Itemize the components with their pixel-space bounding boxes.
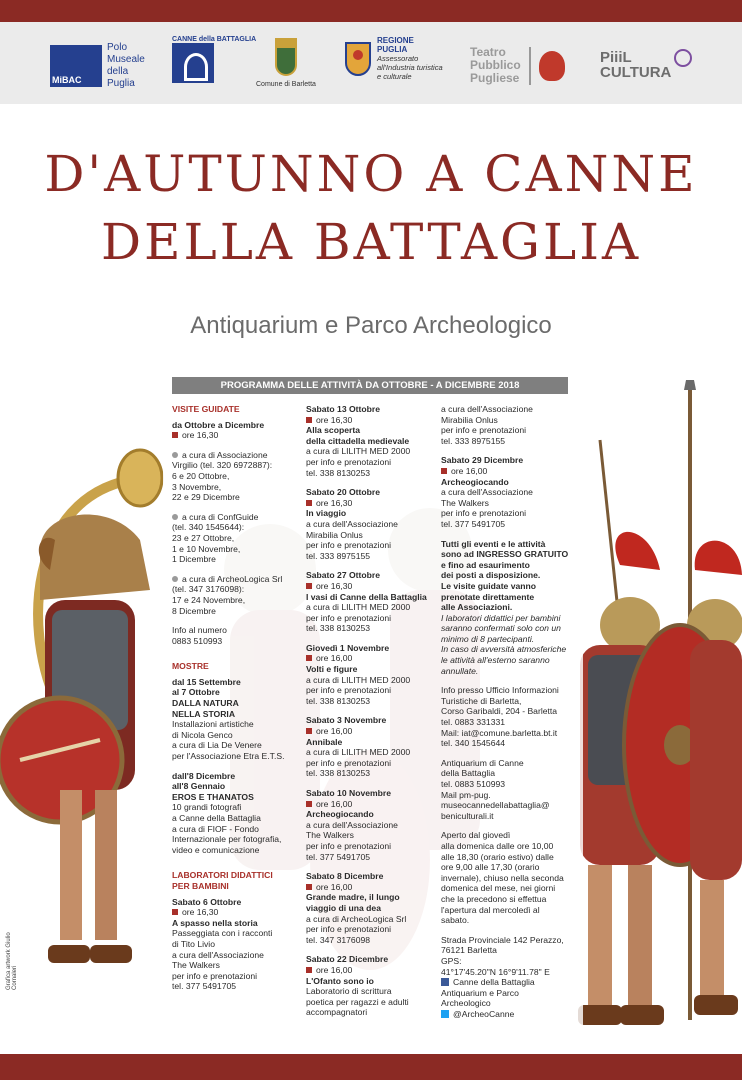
hours-line: ore 9,00 alle 17,30 (orario [441,862,540,873]
puglia-map-icon [674,49,692,67]
section-heading-visite: VISITE GUIDATE [172,404,240,414]
address-line: 76121 Barletta [441,945,497,956]
poster-title [0,140,742,276]
exhibit-text: a Canne della Battaglia [172,813,261,823]
event-time: ore 16,00 [306,653,440,664]
guide-line: 23 e 27 Ottobre, [172,532,235,543]
notice-line: dei posti a disposizione. [441,570,541,581]
poster-subtitle: Antiquarium e Parco Archeologico [190,312,552,339]
guide-line: 6 e 20 Ottobre, [172,470,230,481]
event-time: ore 16,30 [306,581,440,592]
mibac-line: Puglia [107,78,135,89]
facebook-link[interactable] [441,977,583,988]
exhibit-text: per l'Associazione Etra E.T.S. [172,751,285,762]
event-text: tel. 377 5491705 [441,518,506,529]
exhibit-text: di Nicola Genco [172,729,233,740]
notice-line: prenotate direttamente [441,591,535,602]
info-phone: tel. 0883 331331 [441,717,506,728]
title-line: D'AUTUNNO A CANNE [44,145,698,203]
info-line: Corso Garibaldi, 204 - Barletta [441,706,558,717]
event-text: poetica per ragazzi e adulti [306,996,409,1007]
title-line: DELLA BATTAGLIA [100,213,642,271]
regione-puglia-logo [345,36,443,81]
event-text: a cura di LILITH MED 2000 [306,446,411,457]
canne-mark-icon [172,43,214,83]
event-text: tel. 377 5491705 [172,981,237,992]
exhibit-text: a cura di FIOF - Fondo [172,823,259,834]
facebook-label: Archeologico [441,998,491,1009]
event-time: ore 16,30 [306,415,440,426]
event-text: per info e prenotazioni [306,456,392,467]
facebook-label: Antiquarium e Parco [441,987,519,998]
antiquarium-phone: tel. 0883 510993 [441,779,506,789]
address-line: Strada Provinciale 142 Perazzo, [441,934,564,945]
event-text: a cura dell'Associazione [306,518,398,529]
event-date: Sabato 13 Ottobre [306,404,381,414]
event-text: Laboratorio di scrittura [306,986,392,997]
event-title: Archeogiocando [306,809,374,820]
exhibit-date: dall'8 Dicembre [172,770,236,781]
piil-line: PiiiL [600,49,632,66]
event-date: Sabato 20 Ottobre [306,487,381,498]
event-time: ore 16,00 [306,882,440,893]
exhibit-title: DALLA NATURA [172,698,239,709]
info-phone: 0883 510993 [172,635,223,646]
event-text: per info e prenotazioni [306,840,392,851]
event-title: I vasi di Canne della Battaglia [306,591,427,602]
puglia-coat-of-arms-icon [345,42,371,76]
gps-coordinates: 41°17'45.20"N 16°9'11.78" E [441,966,550,977]
event-text: The Walkers [441,497,489,508]
coat-of-arms-icon [275,46,297,76]
event-text: a cura dell'Associazione [441,404,533,414]
event-text: tel. 333 8975155 [306,550,371,561]
exhibit-text: Installazioni artistiche [172,719,254,730]
exhibit-date: al 7 Ottobre [172,687,220,698]
twitter-icon [441,1010,449,1018]
visite-time: ore 16,30 [172,430,304,441]
guide-line: 3 Novembre, [172,481,222,492]
event-text: per info e prenotazioni [306,540,392,551]
event-time: ore 16,00 [306,965,440,976]
info-line: Info presso Ufficio Informazioni [441,685,559,696]
antiquarium-line: Antiquarium di Canne [441,757,524,768]
event-title: L'Ofanto sono io [306,975,374,986]
facebook-icon [441,978,449,986]
barletta-logo [256,38,316,90]
twitter-handle: @ArcheoCanne [453,1008,515,1019]
event-title: Volti e figure [306,664,358,675]
guide-line: 17 e 24 Novembre, [172,594,246,605]
artwork-credit: Grafica artwork Giulio Cornaleri [6,932,18,990]
event-text: a cura dell'Associazione [172,949,264,960]
event-text: accompagnatori [306,1007,368,1018]
event-text: The Walkers [172,960,220,971]
event-text: Passeggiata con i racconti [172,928,273,939]
event-text: tel. 338 8130253 [306,467,371,478]
puglia-sub: e culturale [377,72,412,81]
event-title: viaggio di una dea [306,902,381,913]
event-date: Sabato 6 Ottobre [172,896,242,907]
event-text: per info e prenotazioni [306,685,392,696]
hours-line: alle 18,30 (orario estivo) dalle [441,851,554,862]
event-title: Grande madre, il lungo [306,892,400,903]
mibac-line: Museale [107,54,145,65]
crown-icon [275,38,297,46]
exhibit-title: EROS E THANATOS [172,791,254,802]
puglia-sub: all'Industria turistica [377,63,443,72]
notice-line: e fino ad esaurimento [441,559,530,570]
notice-italic-line: In caso di avversità atmosferiche [441,644,567,655]
hours-line: l'apertura dal mercoledì al [441,904,540,915]
event-text: per info e prenotazioni [306,612,392,623]
event-date: Sabato 3 Novembre [306,715,387,726]
mibac-mark: MiBAC [50,45,102,87]
event-text: a cura dell'Associazione [306,819,398,830]
address-line: GPS: [441,955,462,966]
teatro-line: Teatro [470,45,506,59]
exhibit-text: 10 grandi fotografi [172,802,242,813]
event-time: ore 16,00 [441,466,583,477]
program-column-2 [306,404,440,1018]
top-band [0,0,742,22]
event-text: tel. 338 8130253 [306,695,371,706]
program-column-3 [441,404,583,1019]
event-text: per info e prenotazioni [172,970,258,981]
section-heading-laboratori: LABORATORI DIDATTICI [172,870,273,881]
event-time: ore 16,00 [306,799,440,810]
event-text: Mirabilia Onlus [306,529,363,540]
guide-line: 1 Dicembre [172,554,216,565]
event-title: A spasso nella storia [172,917,258,928]
event-time: ore 16,30 [172,907,304,918]
guide-line: a cura di Associazione [172,450,304,461]
antiquarium-line: della Battaglia [441,768,495,779]
mibac-line: della [107,66,129,77]
info-email: Mail: iat@comune.barletta.bt.it [441,727,558,738]
exhibit-title: NELLA STORIA [172,708,236,719]
event-title: Alla scoperta [306,425,360,436]
hours-line: alla domenica dalle ore 10,00 [441,840,554,851]
guide-line: (tel. 340 1545644): [172,522,245,533]
exhibit-text: a cura di Lia De Venere [172,740,262,751]
hours-line: domenica del mese, nei giorni [441,883,556,894]
event-text: Mirabilia Onlus [441,414,498,425]
facebook-label: Canne della Battaglia [453,977,535,988]
event-text: per info e prenotazioni [306,757,392,768]
notice-line: Tutti gli eventi e le attività [441,538,546,549]
notice-italic-line: I laboratori didattici per bambini [441,612,561,623]
notice-italic-line: saranno confermati solo con un [441,623,561,634]
event-text: tel. 338 8130253 [306,623,371,634]
event-date: Sabato 27 Ottobre [306,570,381,581]
event-text: a cura di LILITH MED 2000 [306,747,411,758]
mibac-logo [50,42,145,90]
exhibit-date: dal 15 Settembre [172,676,241,687]
event-text: tel. 338 8130253 [306,768,371,779]
event-text: per info e prenotazioni [441,508,527,519]
piil-cultura-logo [600,50,692,80]
antiquarium-email: museocannedellabattaglia@ [441,800,550,811]
notice-line: sono ad INGRESSO GRATUITO [441,549,569,560]
event-date: Sabato 29 Dicembre [441,455,524,466]
canne-caption: CANNE della BATTAGLIA [172,36,257,43]
barletta-caption: Comune di Barletta [256,81,316,88]
teatro-line: Pugliese [470,71,520,85]
exhibit-text: Internazionale per fotografia, [172,834,282,845]
soldier-right-icon [578,380,742,1025]
notice-italic-line: minimo di 8 partecipanti. [441,633,535,644]
teatro-pubblico-pugliese-logo [470,46,565,85]
event-date: Giovedì 1 Novembre [306,642,390,653]
section-heading-mostre: MOSTRE [172,661,209,672]
event-text: a cura di LILITH MED 2000 [306,674,411,685]
notice-line: alle Associazioni. [441,602,513,613]
section-heading-laboratori: PER BAMBINI [172,880,229,891]
event-text: per info e prenotazioni [306,924,392,935]
notice-italic-line: le attività all'esterno saranno [441,655,550,666]
visite-period: da Ottobre a Dicembre [172,419,265,430]
canne-logo [172,36,256,83]
sponsor-logo-bar [0,22,742,104]
piil-line: CULTURA [600,64,672,81]
divider [529,47,531,85]
antiquarium-email: Mail pm-pug. [441,789,491,800]
bottom-band [0,1054,742,1080]
mibac-line: Polo [107,42,128,53]
info-line: Turistiche di Barletta, [441,695,522,706]
event-text: tel. 377 5491705 [306,851,371,862]
event-date: Sabato 8 Dicembre [306,871,384,882]
exhibit-text: video e comunicazione [172,844,260,855]
hours-line: invernale), chiuso nella seconda [441,872,564,883]
event-date: Sabato 10 Novembre [306,788,392,798]
guide-line: a cura di ConfGuide [172,512,304,523]
event-title: Annibale [306,736,343,747]
puglia-title: REGIONE [377,36,414,45]
program-title-bar: PROGRAMMA DELLE ATTIVITÀ DA OTTOBRE - A DICEMBRE 2018 [172,377,568,394]
event-text: di Tito Livio [172,938,215,949]
soldier-left-icon [0,515,150,963]
event-text: tel. 347 3176098 [306,934,371,945]
event-title: In viaggio [306,508,347,519]
notice-line: Le visite guidate vanno [441,580,537,591]
rose-icon [539,51,565,81]
event-text: a cura di ArcheoLogica Srl [306,913,407,924]
program-column-1 [172,404,304,992]
info-phone: tel. 340 1545644 [441,738,506,749]
event-date: Sabato 22 Dicembre [306,954,389,965]
exhibit-date: all'8 Gennaio [172,781,226,792]
guide-line: 1 e 10 Novembre, [172,543,241,554]
hours-line: sabato. [441,915,470,926]
guide-line: 8 Dicembre [172,605,216,616]
info-line: Info al numero [172,625,227,636]
puglia-sub: Assessorato [377,54,419,63]
guide-line: (tel. 347 3176098): [172,584,245,595]
guide-line: Virgilio (tel. 320 6972887): [172,460,273,471]
event-time: ore 16,00 [306,726,440,737]
puglia-title: PUGLIA [377,45,408,54]
event-text: per info e prenotazioni [441,425,527,436]
event-text: a cura di LILITH MED 2000 [306,602,411,613]
notice-italic-line: annullate. [441,665,479,676]
event-title: della cittadella medievale [306,435,410,446]
hours-line: Aperto dal giovedì [441,830,511,841]
antiquarium-email: beniculturali.it [441,810,494,821]
event-time: ore 16,30 [306,498,440,509]
event-text: tel. 333 8975155 [441,435,506,446]
event-text: The Walkers [306,830,354,841]
event-title: Archeogiocando [441,476,509,487]
teatro-line: Pubblico [470,58,521,72]
twitter-link[interactable] [441,1009,583,1020]
guide-line: a cura di ArcheoLogica Srl [172,574,304,585]
guide-line: 22 e 29 Dicembre [172,492,240,503]
event-text: a cura dell'Associazione [441,487,533,498]
hours-line: che la precedono si effettua [441,893,547,904]
